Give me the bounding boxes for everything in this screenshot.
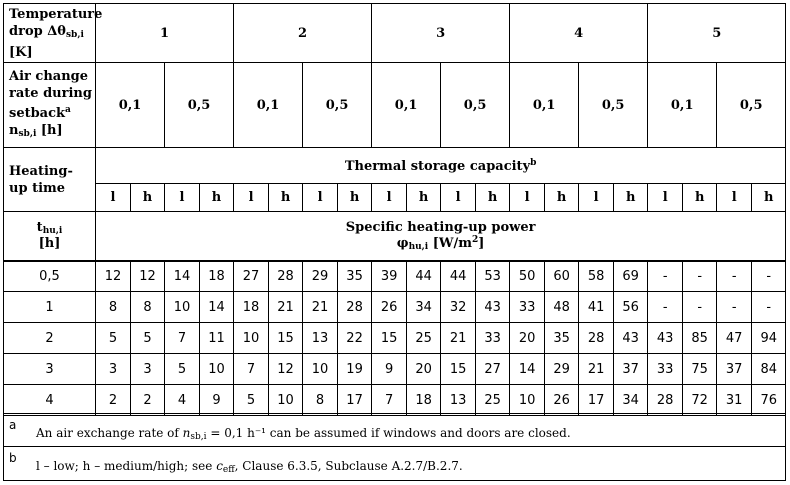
value-cell: 22 — [338, 323, 372, 354]
value-cell: 8 — [303, 385, 338, 416]
value-cell: 10 — [200, 354, 234, 385]
value-cell: 85 — [683, 323, 717, 354]
capacity-cell: h — [476, 184, 510, 212]
value-cell: 12 — [269, 354, 303, 385]
value-cell: 14 — [200, 292, 234, 323]
value-cell: 37 — [614, 354, 648, 385]
value-cell: 12 — [131, 261, 165, 292]
value-cell: - — [752, 292, 786, 323]
air-change-cell: 0,5 — [579, 63, 648, 148]
air-change-header: Air change rate during setback$^a$ $n_{sb,i}$ [h] — [4, 63, 96, 148]
temp-drop-cell: 5 — [648, 4, 786, 63]
value-cell: 15 — [441, 354, 476, 385]
value-cell: 25 — [476, 385, 510, 416]
value-cell: 44 — [441, 261, 476, 292]
value-cell: 94 — [752, 323, 786, 354]
value-cell: 20 — [407, 354, 441, 385]
value-cell: 37 — [717, 354, 752, 385]
value-cell: 84 — [752, 354, 786, 385]
value-cell: 31 — [717, 385, 752, 416]
value-cell: 5 — [96, 323, 131, 354]
air-change-cell: 0,1 — [234, 63, 303, 148]
value-cell: 48 — [545, 292, 579, 323]
value-cell: 28 — [579, 323, 614, 354]
air-change-cell: 0,1 — [372, 63, 441, 148]
capacity-cell: h — [338, 184, 372, 212]
capacity-cell: h — [269, 184, 303, 212]
value-cell: 13 — [441, 385, 476, 416]
capacity-cell: h — [545, 184, 579, 212]
footnote-a-text: An air exchange rate of $n_{sb,i} = 0,1$ h⁻¹ can be assumed if windows and doors are closed. — [36, 426, 571, 442]
value-cell: - — [752, 261, 786, 292]
heating-up-time-header: Heating- up time — [4, 148, 96, 212]
value-cell: 33 — [648, 354, 683, 385]
value-cell: 35 — [338, 261, 372, 292]
capacity-cell: h — [683, 184, 717, 212]
value-cell: 18 — [234, 292, 269, 323]
value-cell: 28 — [269, 261, 303, 292]
air-change-cell: 0,1 — [96, 63, 165, 148]
capacity-cell: l — [648, 184, 683, 212]
air-change-cell: 0,5 — [303, 63, 372, 148]
value-cell: 4 — [165, 385, 200, 416]
value-cell: 7 — [372, 385, 407, 416]
air-change-cell: 0,5 — [165, 63, 234, 148]
value-cell: 3 — [131, 354, 165, 385]
value-cell: 27 — [234, 261, 269, 292]
value-cell: 25 — [407, 323, 441, 354]
value-cell: 21 — [303, 292, 338, 323]
time-cell: 2 — [4, 323, 96, 354]
time-cell: 0,5 — [4, 261, 96, 292]
air-change-cell: 0,5 — [441, 63, 510, 148]
value-cell: 60 — [545, 261, 579, 292]
temp-drop-cell: 2 — [234, 4, 372, 63]
value-cell: 33 — [476, 323, 510, 354]
value-cell: 41 — [579, 292, 614, 323]
value-cell: - — [717, 292, 752, 323]
value-cell: 34 — [407, 292, 441, 323]
value-cell: 2 — [131, 385, 165, 416]
capacity-cell: l — [165, 184, 200, 212]
value-cell: 26 — [545, 385, 579, 416]
value-cell: 39 — [372, 261, 407, 292]
capacity-cell: l — [96, 184, 131, 212]
air-change-cell: 0,5 — [717, 63, 786, 148]
footnote-a-key: a — [9, 418, 17, 432]
value-cell: 34 — [614, 385, 648, 416]
value-cell: 12 — [96, 261, 131, 292]
value-cell: - — [683, 292, 717, 323]
value-cell: 7 — [165, 323, 200, 354]
capacity-cell: l — [579, 184, 614, 212]
value-cell: 21 — [441, 323, 476, 354]
power-header: Specific heating-up power $\varphi_{hu,i}$ $[W/m^2]$ — [96, 212, 786, 261]
value-cell: 14 — [165, 261, 200, 292]
capacity-cell: l — [510, 184, 545, 212]
value-cell: 20 — [510, 323, 545, 354]
value-cell: 18 — [407, 385, 441, 416]
value-cell: 21 — [579, 354, 614, 385]
value-cell: 2 — [96, 385, 131, 416]
footnote-b-key: b — [9, 451, 17, 465]
air-change-cell: 0,1 — [510, 63, 579, 148]
value-cell: 8 — [96, 292, 131, 323]
storage-capacity-header: Thermal storage capacity$^b$ — [96, 148, 786, 184]
value-cell: - — [648, 292, 683, 323]
value-cell: 11 — [200, 323, 234, 354]
value-cell: 56 — [614, 292, 648, 323]
value-cell: 28 — [648, 385, 683, 416]
temperature-drop-header: Temperature drop $\Delta\theta_{sb,i}$ [K] — [4, 4, 96, 63]
capacity-cell: l — [303, 184, 338, 212]
value-cell: 10 — [165, 292, 200, 323]
value-cell: 5 — [165, 354, 200, 385]
value-cell: - — [717, 261, 752, 292]
value-cell: 17 — [338, 385, 372, 416]
value-cell: 21 — [269, 292, 303, 323]
capacity-cell: h — [200, 184, 234, 212]
footnote-b-text: l – low; h – medium/high; see $c_{eff}$, Clause 6.3.5, Subclause A.2.7/B.2.7. — [36, 459, 463, 475]
capacity-cell: l — [717, 184, 752, 212]
value-cell: 9 — [200, 385, 234, 416]
value-cell: 33 — [510, 292, 545, 323]
value-cell: 15 — [372, 323, 407, 354]
value-cell: 5 — [234, 385, 269, 416]
value-cell: 58 — [579, 261, 614, 292]
air-change-cell: 0,1 — [648, 63, 717, 148]
value-cell: 44 — [407, 261, 441, 292]
value-cell: 28 — [338, 292, 372, 323]
value-cell: 29 — [545, 354, 579, 385]
capacity-cell: h — [614, 184, 648, 212]
value-cell: - — [683, 261, 717, 292]
value-cell: 15 — [269, 323, 303, 354]
capacity-cell: l — [441, 184, 476, 212]
value-cell: 26 — [372, 292, 407, 323]
value-cell: 10 — [510, 385, 545, 416]
value-cell: 32 — [441, 292, 476, 323]
value-cell: 69 — [614, 261, 648, 292]
value-cell: 10 — [234, 323, 269, 354]
capacity-cell: h — [752, 184, 786, 212]
value-cell: 27 — [476, 354, 510, 385]
value-cell: 7 — [234, 354, 269, 385]
value-cell: 53 — [476, 261, 510, 292]
value-cell: 43 — [614, 323, 648, 354]
capacity-cell: l — [234, 184, 269, 212]
table-frame — [3, 3, 786, 481]
time-cell: 1 — [4, 292, 96, 323]
capacity-cell: h — [131, 184, 165, 212]
thu-header: $t_{hu,i}$ [h] — [4, 212, 96, 261]
value-cell: 5 — [131, 323, 165, 354]
value-cell: 14 — [510, 354, 545, 385]
value-cell: 50 — [510, 261, 545, 292]
temp-drop-cell: 4 — [510, 4, 648, 63]
capacity-cell: l — [372, 184, 407, 212]
temp-drop-cell: 3 — [372, 4, 510, 63]
value-cell: 8 — [131, 292, 165, 323]
value-cell: 29 — [303, 261, 338, 292]
value-cell: 76 — [752, 385, 786, 416]
temp-drop-cell: 1 — [96, 4, 234, 63]
time-cell: 4 — [4, 385, 96, 416]
value-cell: - — [648, 261, 683, 292]
capacity-cell: h — [407, 184, 441, 212]
value-cell: 43 — [648, 323, 683, 354]
value-cell: 3 — [96, 354, 131, 385]
value-cell: 10 — [303, 354, 338, 385]
value-cell: 47 — [717, 323, 752, 354]
value-cell: 43 — [476, 292, 510, 323]
value-cell: 19 — [338, 354, 372, 385]
value-cell: 10 — [269, 385, 303, 416]
value-cell: 72 — [683, 385, 717, 416]
value-cell: 75 — [683, 354, 717, 385]
value-cell: 9 — [372, 354, 407, 385]
time-cell: 3 — [4, 354, 96, 385]
value-cell: 18 — [200, 261, 234, 292]
value-cell: 13 — [303, 323, 338, 354]
value-cell: 17 — [579, 385, 614, 416]
value-cell: 35 — [545, 323, 579, 354]
